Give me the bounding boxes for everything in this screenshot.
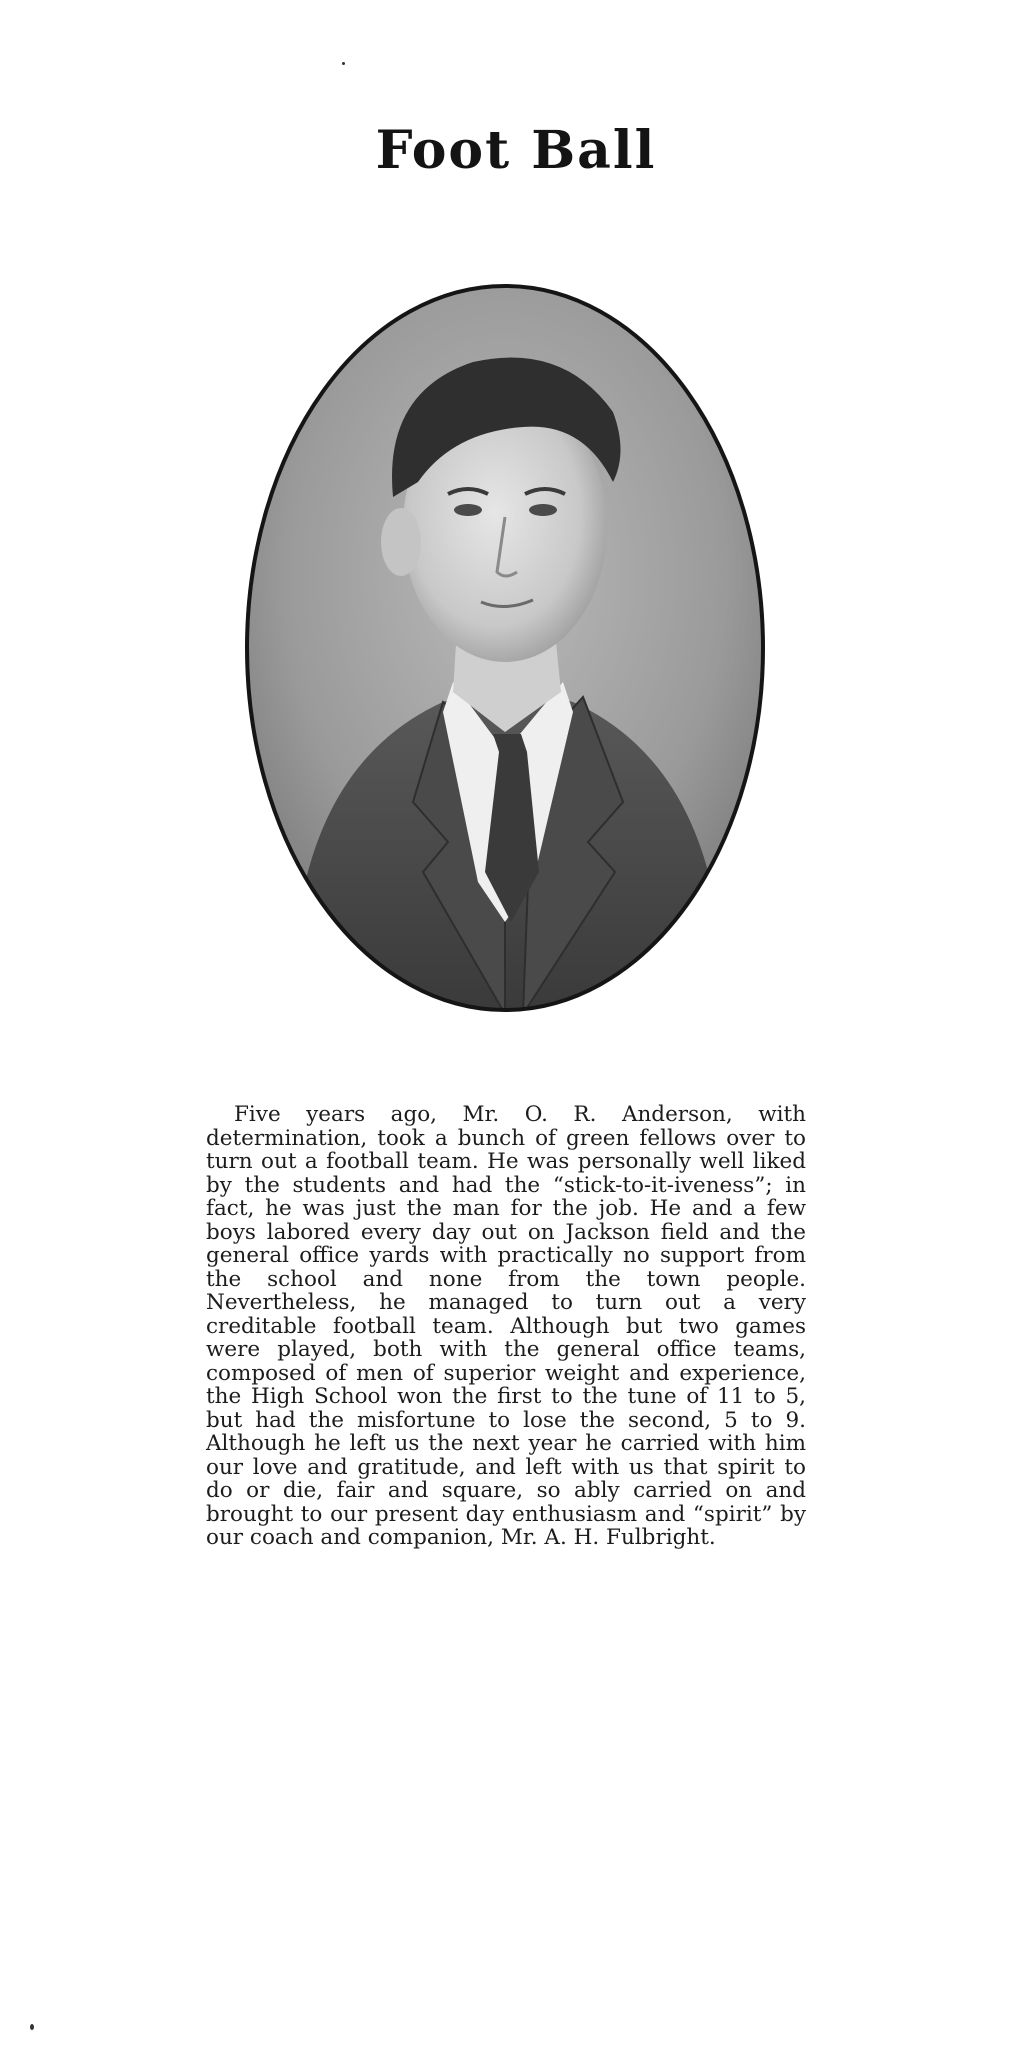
page-title: Foot Ball: [375, 120, 657, 181]
oval-portrait-photo-icon: [243, 282, 767, 1014]
article-body: Five years ago, Mr. O. R. Anderson, with determination, took a bunch of green fellows over to turn out a football team. He was personally well liked by the students and had the “stick-to-it-iveness”; in fact, he was just the man for the job. He and a few boys labored every day out on Jackson field and the general office yards with practically no support from the school and none from the town people. Nevertheless, he managed to turn out a very creditable football team. Although but two games were played, both with the general office teams, composed of men of superior weight and experience, the High School won the first to the tune of 11 to 5, but had the misfortune to lose the second, 5 to 9. Although he left us the next year he carried with him our love and gratitude, and left with us that spirit to do or die, fair and square, so ably carried on and brought to our present day enthusiasm and “spirit” by our coach and companion, Mr. A. H. Fulbright.: [206, 1102, 806, 1550]
print-speck: [342, 62, 345, 65]
portrait-photo: [243, 282, 767, 1014]
print-speck: [30, 2024, 34, 2030]
